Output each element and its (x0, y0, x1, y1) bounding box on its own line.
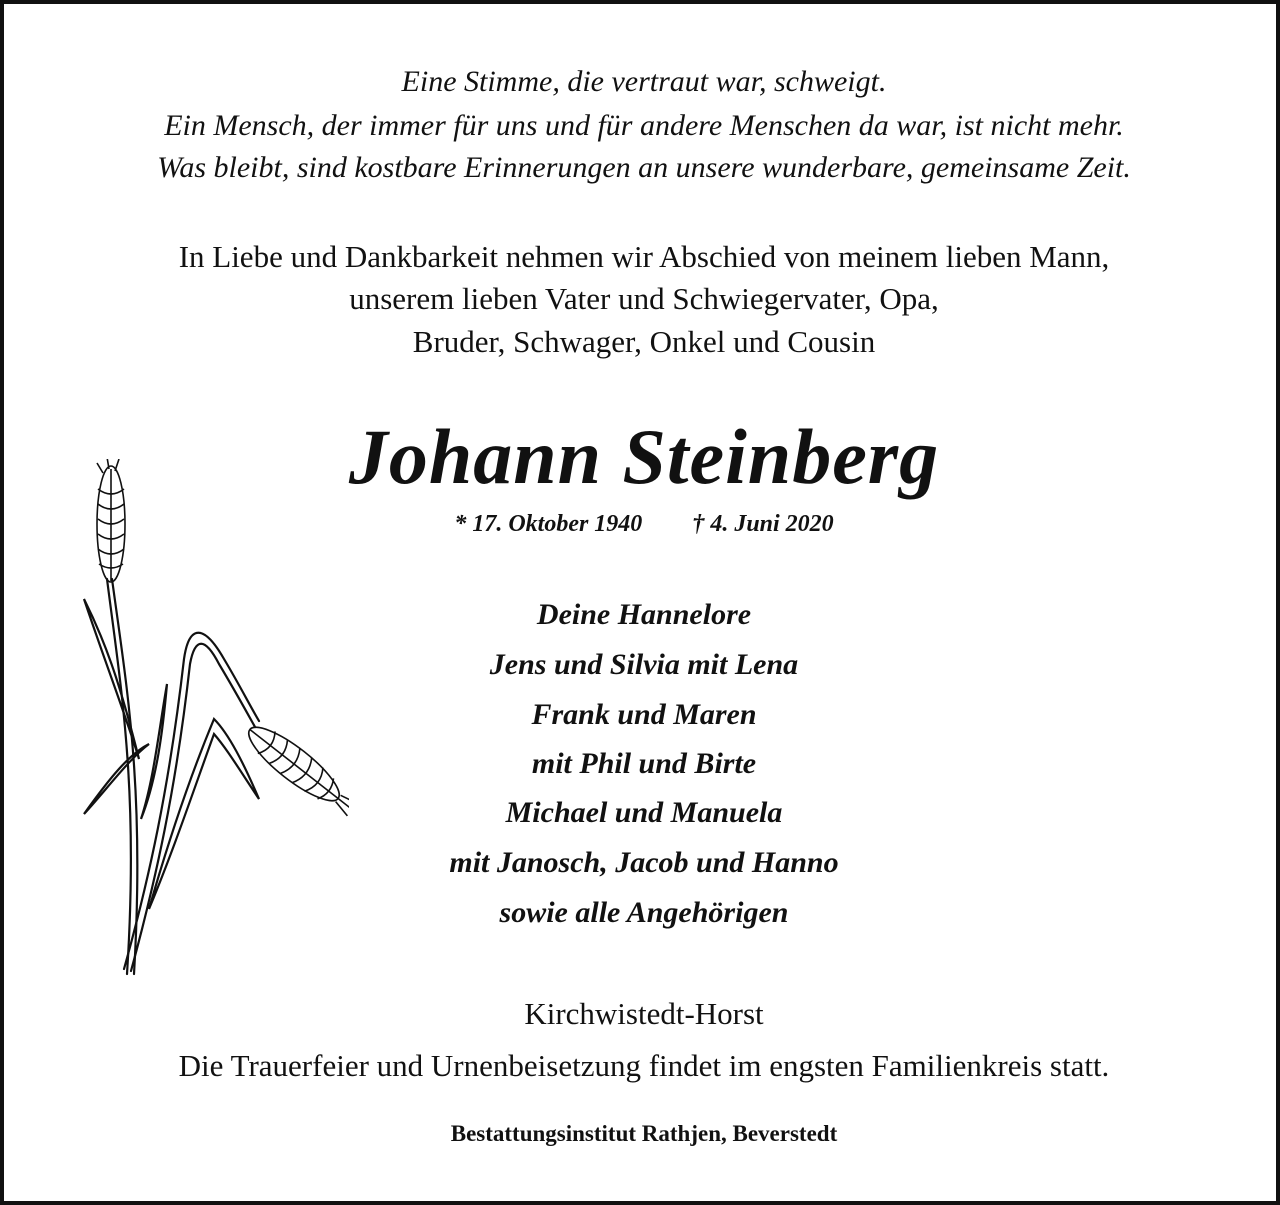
intro-line: unserem lieben Vater und Schwiegervater, Opa, (349, 281, 939, 316)
mourner-line: Michael und Manuela (505, 796, 783, 829)
death-date: † 4. Juni 2020 (692, 511, 834, 537)
mourner-line: Frank und Maren (531, 698, 757, 731)
mourner-line: mit Janosch, Jacob und Hanno (449, 846, 839, 879)
ceremony-note: Die Trauerfeier und Urnenbeisetzung findet im engsten Familienkreis statt. (178, 1048, 1110, 1083)
poem-line: Ein Mensch, der immer für uns und für andere Menschen da war, ist nicht mehr. (164, 109, 1124, 142)
birth-date: * 17. Oktober 1940 (454, 511, 643, 537)
mourner-line: sowie alle Angehörigen (499, 896, 789, 929)
mourner-line: mit Phil und Birte (531, 747, 757, 780)
deceased-name: Johann Steinberg (348, 413, 940, 500)
undertaker-name: Bestattungsinstitut Rathjen, Beverstedt (450, 1121, 838, 1146)
intro-line: Bruder, Schwager, Onkel und Cousin (412, 324, 876, 359)
poem-line: Eine Stimme, die vertraut war, schweigt. (401, 65, 887, 98)
intro-line: In Liebe und Dankbarkeit nehmen wir Abschied von meinem lieben Mann, (178, 239, 1110, 274)
mourner-line: Jens und Silvia mit Lena (489, 648, 799, 681)
mourner-line: Deine Hannelore (536, 598, 752, 631)
place-name: Kirchwistedt-Horst (524, 996, 764, 1031)
poem-line: Was bleibt, sind kostbare Erinnerungen an unsere wunderbare, gemeinsame Zeit. (157, 151, 1131, 184)
